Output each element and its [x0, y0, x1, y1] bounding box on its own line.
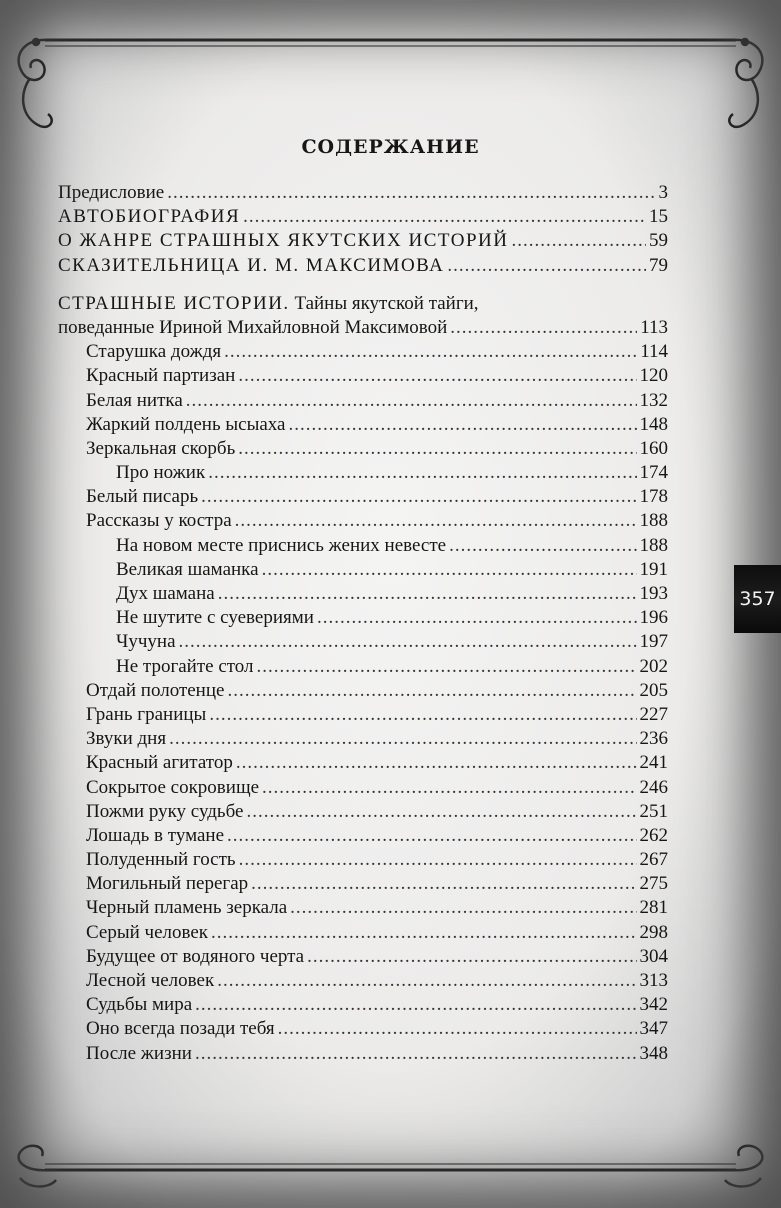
dot-leader	[195, 994, 636, 1016]
dot-leader	[290, 897, 636, 919]
toc-entry-story[interactable]	[58, 341, 668, 365]
dot-leader	[195, 1043, 637, 1065]
toc-entry-page: 120	[639, 365, 668, 387]
toc-entry-label: Могильный перегар	[86, 873, 249, 895]
toc-entry-page: 227	[639, 703, 668, 725]
dot-leader	[201, 486, 636, 508]
toc-entry-story[interactable]	[58, 970, 668, 994]
bottom-right-flourish-icon	[725, 1146, 762, 1187]
toc-entry-label: Красный агитатор	[86, 752, 233, 774]
toc-entry-page: 348	[639, 1042, 668, 1064]
toc-entry-label: Чучуна	[116, 631, 176, 653]
toc-entry-page: 262	[639, 824, 668, 846]
toc-entry-story[interactable]	[58, 873, 668, 897]
toc-entry-section[interactable]	[58, 317, 668, 341]
side-page-number: 357	[739, 588, 776, 610]
toc-entry-story[interactable]	[58, 631, 668, 655]
toc-entry-label: Оно всегда позади тебя	[86, 1018, 275, 1040]
toc-entry-page: 275	[639, 873, 668, 895]
toc-entry-page: 267	[639, 849, 668, 871]
toc-entry-story[interactable]	[58, 462, 668, 486]
toc-entry-story[interactable]	[58, 365, 668, 389]
toc-entry-story[interactable]	[58, 680, 668, 704]
toc-entry-story[interactable]	[58, 825, 668, 849]
toc-entry-page: 304	[639, 945, 668, 967]
dot-leader	[217, 970, 636, 992]
toc-entry-label: Дух шамана	[116, 583, 215, 604]
toc-entry-label: После жизни	[86, 1042, 192, 1064]
toc-entry-page: 148	[639, 413, 668, 435]
toc-entry-story[interactable]	[58, 994, 668, 1018]
toc-entry-page: 236	[639, 728, 668, 750]
dot-leader	[307, 946, 636, 968]
toc-entry-page: 79	[649, 254, 668, 276]
toc-entry-label: Судьбы мира	[86, 994, 193, 1016]
toc-entry-page: 178	[639, 486, 668, 508]
dot-leader	[447, 255, 646, 277]
dot-leader	[251, 873, 636, 895]
dot-leader	[209, 704, 636, 726]
bottom-left-flourish-icon	[19, 1146, 56, 1187]
dot-leader	[218, 583, 637, 605]
toc-entry-label: Белый писарь	[86, 486, 199, 508]
toc-entry-label: Отдай полотенце	[86, 679, 225, 701]
toc-entry-story[interactable]	[58, 897, 668, 921]
toc-entry-label: Предисловие	[58, 182, 165, 203]
dot-leader	[235, 510, 637, 532]
toc-entry-autobiography[interactable]	[58, 206, 668, 230]
toc-entry-page: 188	[639, 510, 668, 532]
toc-entry-page: 298	[639, 921, 668, 943]
dot-leader	[449, 535, 636, 557]
toc-entry-page: 193	[639, 583, 668, 604]
dot-leader	[262, 559, 637, 581]
dot-leader	[257, 656, 637, 678]
toc-entry-label: Белая нитка	[86, 389, 183, 411]
toc-entry-label: Зеркальная скорбь	[86, 437, 236, 459]
dot-leader	[208, 462, 636, 484]
dot-leader	[238, 438, 636, 460]
toc-entry-story[interactable]	[58, 535, 668, 559]
dot-leader	[167, 182, 655, 204]
dot-leader	[278, 1018, 637, 1040]
toc-entry-label: АВТОБИОГРАФИЯ	[58, 206, 241, 228]
toc-entry-label: Жаркий полдень ысыаха	[86, 413, 286, 435]
toc-entry-page: 3	[658, 182, 668, 203]
dot-leader	[211, 922, 636, 944]
toc-entry-page: 59	[649, 230, 668, 252]
dot-leader	[224, 341, 637, 363]
toc-entry-story[interactable]	[58, 438, 668, 462]
toc-entry-label: Пожми руку судьбе	[86, 800, 244, 822]
toc-entry-story[interactable]	[58, 390, 668, 414]
toc-entry-story[interactable]	[58, 583, 668, 607]
dot-leader	[236, 752, 637, 774]
toc-entry-page: 347	[639, 1018, 668, 1040]
toc-entry-label: Черный пламень зеркала	[86, 897, 288, 919]
toc-entry-story[interactable]	[58, 414, 668, 438]
section-heading-line1	[58, 293, 668, 317]
dot-leader	[450, 317, 637, 339]
toc-entry-label: Полуденный гость	[86, 849, 236, 871]
dot-leader	[169, 728, 636, 750]
toc-entry-label: Рассказы у костра	[86, 510, 232, 532]
dot-leader	[262, 777, 636, 799]
toc-entry-storyteller[interactable]	[58, 255, 668, 279]
toc-entry-page: 205	[639, 679, 668, 701]
page-number-tab	[734, 565, 781, 633]
table-of-contents	[58, 182, 668, 1067]
toc-entry-label: Звуки дня	[86, 728, 167, 750]
toc-entry-story[interactable]	[58, 849, 668, 873]
toc-entry-story[interactable]	[58, 922, 668, 946]
dot-leader	[511, 230, 646, 252]
toc-entry-label: Лесной человек	[86, 970, 215, 991]
toc-entry-label: Красный партизан	[86, 365, 236, 387]
toc-entry-page: 15	[649, 206, 668, 228]
dot-leader	[227, 680, 636, 702]
toc-entry-label: На новом месте приснись жених невесте	[116, 534, 447, 556]
toc-entry-story[interactable]	[58, 801, 668, 825]
toc-entry-label: Лошадь в тумане	[86, 824, 225, 846]
toc-entry-story[interactable]	[58, 486, 668, 510]
toc-entry-page: 342	[639, 994, 668, 1016]
toc-entry-story[interactable]	[58, 946, 668, 970]
toc-entry-story[interactable]	[58, 1043, 668, 1067]
toc-entry-page: 281	[639, 897, 668, 919]
toc-entry-story[interactable]	[58, 704, 668, 728]
toc-entry-genre[interactable]	[58, 230, 668, 254]
dot-leader	[238, 365, 636, 387]
toc-entry-label: поведанные Ириной Михайловной Максимовой	[58, 316, 448, 338]
toc-entry-story[interactable]	[58, 510, 668, 534]
toc-entry-page: 191	[639, 558, 668, 580]
toc-entry-page: 202	[639, 655, 668, 677]
dot-leader	[317, 607, 637, 629]
section-heading-rest: Тайны якутской тайги,	[289, 292, 479, 314]
toc-entry-page: 114	[640, 341, 668, 363]
toc-entry-story[interactable]	[58, 559, 668, 583]
toc-entry-label: Великая шаманка	[116, 558, 259, 580]
toc-entry-label: Про ножик	[116, 462, 206, 484]
top-right-flourish-icon	[729, 39, 762, 127]
top-left-flourish-icon	[19, 39, 52, 127]
toc-entry-page: 196	[639, 607, 668, 629]
toc-entry-page: 174	[639, 462, 668, 484]
toc-entry-label: Серый человек	[86, 921, 209, 943]
story-list	[58, 341, 668, 1067]
toc-entry-story[interactable]	[58, 607, 668, 631]
dot-leader	[186, 390, 637, 412]
dot-leader	[243, 206, 646, 228]
toc-entry-page: 313	[639, 970, 668, 991]
dot-leader	[288, 414, 636, 436]
toc-entry-page: 113	[640, 316, 668, 338]
toc-entry-label: Сокрытое сокровище	[86, 776, 260, 798]
toc-entry-label: О ЖАНРЕ СТРАШНЫХ ЯКУТСКИХ ИСТОРИЙ	[58, 230, 509, 252]
toc-entry-story[interactable]	[58, 777, 668, 801]
section-heading-caps: СТРАШНЫЕ ИСТОРИИ.	[58, 292, 290, 314]
toc-entry-page: 188	[639, 534, 668, 556]
toc-entry-label: Старушка дождя	[86, 341, 222, 363]
toc-entry-page: 160	[639, 437, 668, 459]
toc-entry-story[interactable]	[58, 656, 668, 680]
dot-leader	[239, 849, 637, 871]
toc-entry-page: 197	[639, 631, 668, 653]
toc-entry-label: Будущее от водяного черта	[86, 945, 305, 967]
toc-entry-label: Не трогайте стол	[116, 655, 254, 677]
toc-entry-label: Грань границы	[86, 703, 207, 725]
toc-entry-page: 241	[639, 752, 668, 774]
toc-entry-preface[interactable]	[58, 182, 668, 206]
toc-entry-story[interactable]	[58, 728, 668, 752]
toc-entry-page: 246	[639, 776, 668, 798]
toc-entry-page: 132	[639, 389, 668, 411]
dot-leader	[246, 801, 636, 823]
toc-entry-story[interactable]	[58, 752, 668, 776]
toc-entry-label: Не шутите с суевериями	[116, 607, 314, 629]
dot-leader	[227, 825, 636, 847]
toc-entry-page: 251	[639, 800, 668, 822]
toc-entry-label: СКАЗИТЕЛЬНИЦА И. М. МАКСИМОВА	[58, 254, 445, 276]
page-title: СОДЕРЖАНИЕ	[301, 136, 480, 158]
dot-leader	[179, 631, 637, 653]
toc-entry-story[interactable]	[58, 1018, 668, 1042]
